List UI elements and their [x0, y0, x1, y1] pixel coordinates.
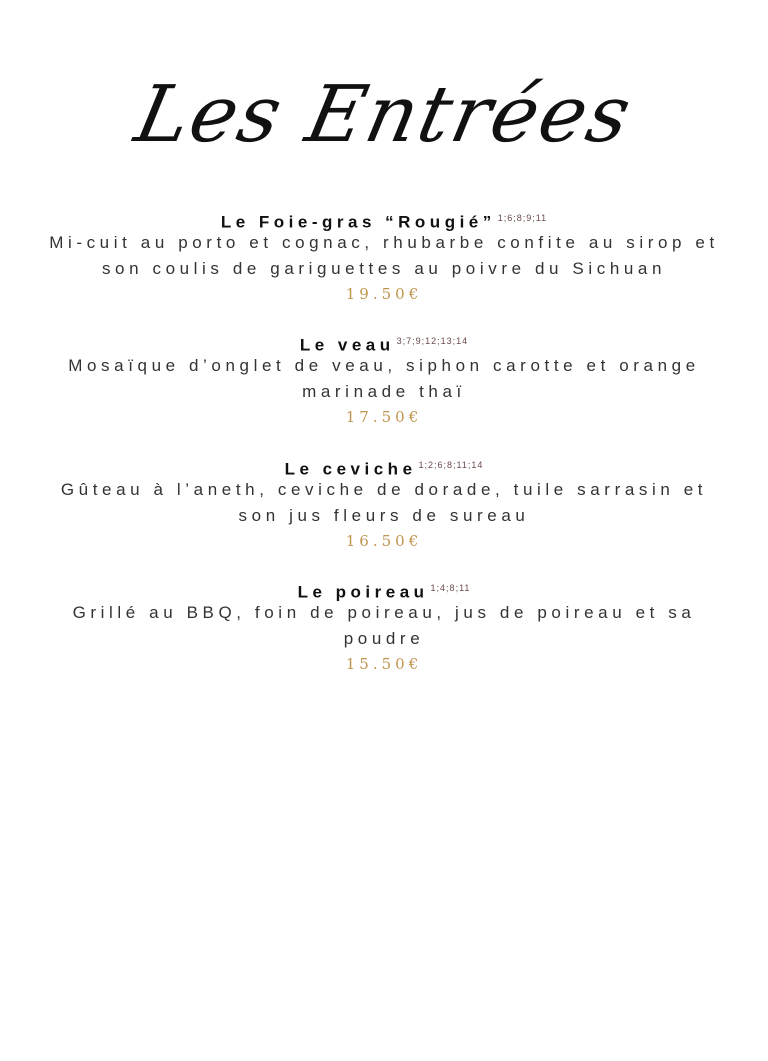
item-name: Le poireau — [297, 582, 429, 602]
item-allergens: 1;6;8;9;11 — [497, 213, 548, 223]
item-description: Gûteau à l’aneth, ceviche de dorade, tuile sarrasin et son jus fleurs de sureau — [60, 480, 708, 525]
item-price: 15.50€ — [345, 655, 423, 673]
item-allergens: 3;7;9;12;13;14 — [396, 336, 469, 346]
item-price: 19.50€ — [345, 285, 423, 303]
item-price: 16.50€ — [345, 532, 423, 550]
item-name: Le ceviche — [284, 459, 417, 479]
page-title: Les Entrées — [127, 70, 641, 160]
item-allergens: 1;2;6;8;11;14 — [418, 460, 484, 470]
menu-item-ceviche — [0, 453, 768, 553]
menu-item-poireau — [0, 576, 768, 676]
item-allergens: 1;4;8;11 — [430, 583, 471, 593]
item-name: Le veau — [299, 335, 395, 355]
item-description: Mosaïque d’onglet de veau, siphon carotte et orange marinade thaï — [68, 356, 700, 401]
menu-item-foie-gras — [0, 206, 768, 306]
item-price: 17.50€ — [345, 408, 423, 426]
item-description: Mi-cuit au porto et cognac, rhubarbe confite au sirop et son coulis de gariguettes au poivre du Sichuan — [49, 233, 719, 278]
menu-item-veau — [0, 329, 768, 429]
item-name: Le Foie-gras “Rougié” — [220, 212, 496, 232]
item-description: Grillé au BBQ, foin de poireau, jus de poireau et sa poudre — [72, 603, 696, 648]
